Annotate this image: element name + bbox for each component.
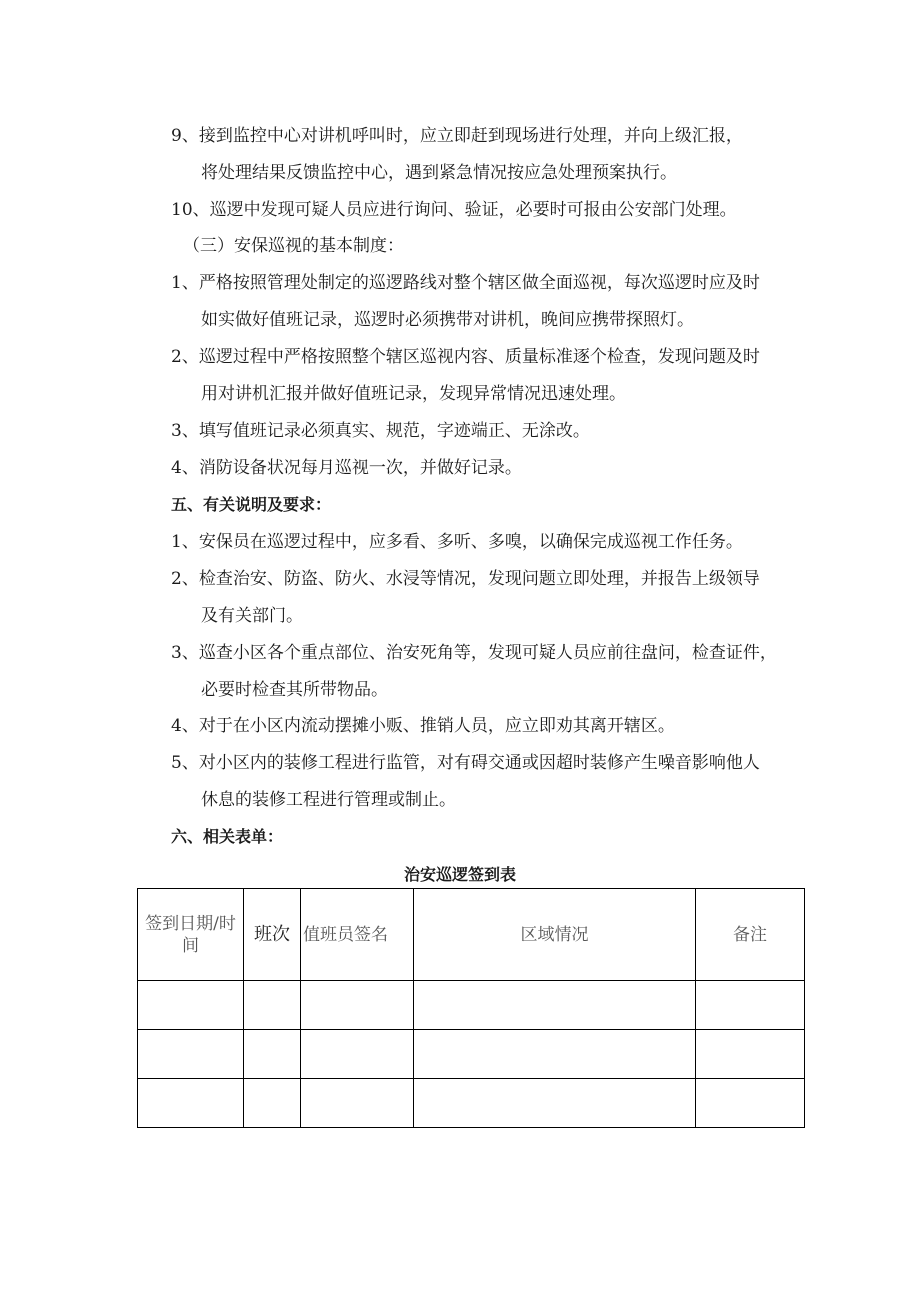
requirement-item-3-line1: 3、巡查小区各个重点部位、治安死角等，发现可疑人员应前往盘问，检查证件， bbox=[171, 643, 777, 663]
table-title: 治安巡逻签到表 bbox=[403, 865, 516, 884]
table-header-row bbox=[138, 889, 805, 981]
requirement-item-2-line1: 2、检查治安、防盗、防火、水浸等情况，发现问题立即处理，并报告上级领导 bbox=[171, 569, 760, 589]
section-5-title: 五、有关说明及要求： bbox=[171, 495, 332, 514]
table-cell[interactable] bbox=[696, 1030, 805, 1079]
header-date-time-line1: 签到日期/时 bbox=[145, 913, 236, 934]
requirement-item-2-line2: 及有关部门。 bbox=[201, 606, 303, 626]
patrol-signin-table bbox=[137, 888, 805, 1128]
table-cell[interactable] bbox=[138, 1079, 244, 1128]
table-row bbox=[138, 981, 805, 1030]
table-cell[interactable] bbox=[301, 981, 414, 1030]
requirement-item-1: 1、安保员在巡逻过程中，应多看、多听、多嗅，以确保完成巡视工作任务。 bbox=[171, 532, 743, 552]
paragraph-item-10: 10、巡逻中发现可疑人员应进行询问、验证，必要时可报由公安部门处理。 bbox=[171, 200, 737, 220]
table-cell[interactable] bbox=[414, 1030, 696, 1079]
requirement-item-3-line2: 必要时检查其所带物品。 bbox=[201, 680, 388, 700]
header-date-time bbox=[138, 889, 244, 981]
section-3-title: （三）安保巡视的基本制度： bbox=[183, 236, 404, 256]
header-remarks: 备注 bbox=[696, 889, 805, 981]
system-item-3: 3、填写值班记录必须真实、规范，字迹端正、无涂改。 bbox=[171, 421, 590, 441]
paragraph-item-9-line1: 9、接到监控中心对讲机呼叫时，应立即赶到现场进行处理，并向上级汇报， bbox=[171, 126, 743, 146]
requirement-item-5-line1: 5、对小区内的装修工程进行监管，对有碍交通或因超时装修产生噪音影响他人 bbox=[171, 753, 760, 773]
system-item-1-line1: 1、严格按照管理处制定的巡逻路线对整个辖区做全面巡视，每次巡逻时应及时 bbox=[171, 273, 760, 293]
table-row bbox=[138, 1079, 805, 1128]
table-cell[interactable] bbox=[244, 981, 301, 1030]
requirement-item-5-line2: 休息的装修工程进行管理或制止。 bbox=[201, 790, 456, 810]
table-cell[interactable] bbox=[301, 1079, 414, 1128]
requirement-item-4: 4、对于在小区内流动摆摊小贩、推销人员，应立即劝其离开辖区。 bbox=[171, 716, 675, 736]
table-row bbox=[138, 1030, 805, 1079]
section-6-title: 六、相关表单： bbox=[171, 827, 284, 846]
table-cell[interactable] bbox=[696, 981, 805, 1030]
paragraph-item-9-line2: 将处理结果反馈监控中心，遇到紧急情况按应急处理预案执行。 bbox=[201, 163, 677, 183]
header-date-time-line2: 间 bbox=[182, 935, 199, 956]
table-cell[interactable] bbox=[414, 1079, 696, 1128]
header-area-status: 区域情况 bbox=[414, 889, 696, 981]
system-item-4: 4、消防设备状况每月巡视一次，并做好记录。 bbox=[171, 458, 522, 478]
table-cell[interactable] bbox=[696, 1079, 805, 1128]
table-cell[interactable] bbox=[244, 1079, 301, 1128]
header-signature: 值班员签名 bbox=[301, 889, 414, 981]
table-cell[interactable] bbox=[414, 981, 696, 1030]
table-cell[interactable] bbox=[301, 1030, 414, 1079]
table-cell[interactable] bbox=[138, 1030, 244, 1079]
system-item-2-line2: 用对讲机汇报并做好值班记录，发现异常情况迅速处理。 bbox=[201, 384, 626, 404]
system-item-2-line1: 2、巡逻过程中严格按照整个辖区巡视内容、质量标准逐个检查，发现问题及时 bbox=[171, 347, 760, 367]
system-item-1-line2: 如实做好值班记录，巡逻时必须携带对讲机，晚间应携带探照灯。 bbox=[201, 310, 694, 330]
header-shift: 班次 bbox=[244, 889, 301, 981]
table-cell[interactable] bbox=[244, 1030, 301, 1079]
table-cell[interactable] bbox=[138, 981, 244, 1030]
